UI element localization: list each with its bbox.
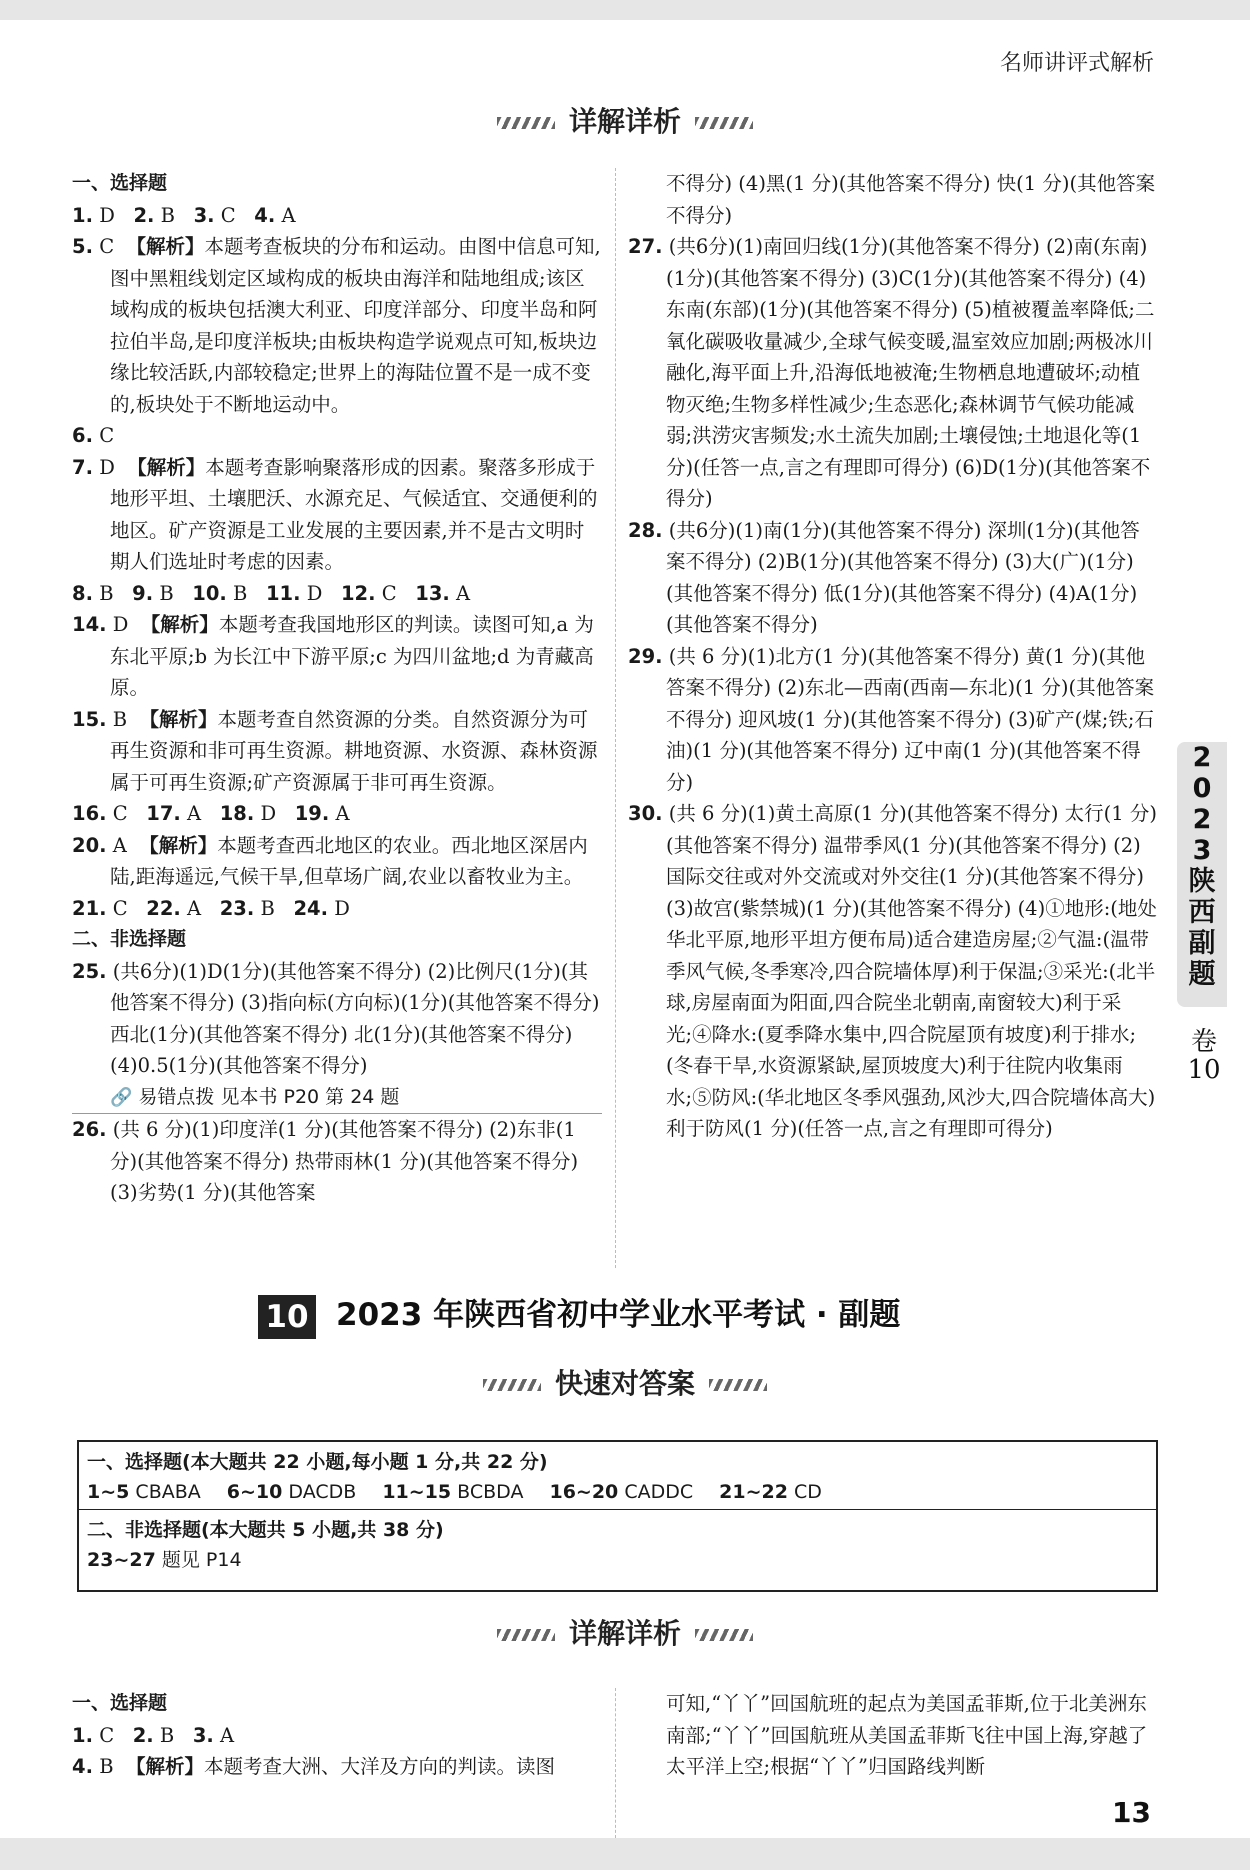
exam-number-badge: 10	[258, 1295, 316, 1339]
column-divider	[615, 1688, 616, 1838]
answer-letter: B	[112, 707, 128, 731]
answer-letter: C	[99, 1723, 115, 1747]
link-icon: 🔗	[110, 1086, 133, 1108]
stripe-decoration	[483, 1379, 541, 1391]
stripe-decoration	[709, 1379, 767, 1391]
analysis-text: (共6分)(1)D(1分)(其他答案不得分) (2)比例尺(1分)(其他答案不得分) (3)指向标(方向标)(1分)(其他答案不得分) 西北(1分)(其他答案不得分) 北(1分)(其他答案不得分) (4)0.5(1分)(其他答案不得分)	[110, 959, 600, 1077]
answer-item	[628, 641, 1158, 799]
choice-answers-row	[79, 1442, 1156, 1510]
answer-letter: B	[99, 1755, 114, 1778]
answer-group	[382, 1481, 523, 1503]
continued-text: 不得分) (4)黑(1 分)(其他答案不得分) 快(1 分)(其他答案不得分)	[666, 172, 1156, 227]
answer-letter: D	[99, 203, 115, 227]
analysis-text: 本题考查板块的分布和运动。由图中信息可知,图中黑粗线划定区域构成的板块由海洋和陆地组成;该区域构成的板块包括澳大利亚、印度洋部分、印度半岛和阿拉伯半岛,是印度洋板块;由板块构造学说观点可知,板块边缘比较活跃,内部较稳定;世界上的海陆位置不是一成不变的,板块处于不断地运动中。	[110, 235, 601, 416]
answer-item	[72, 1751, 602, 1783]
quick-title-text: 快速对答案	[554, 1367, 695, 1400]
side-tab-char: 西	[1188, 897, 1216, 928]
answer-letter: B	[233, 581, 248, 605]
question-number: 16.	[72, 802, 107, 825]
left-column-2	[72, 1688, 602, 1783]
answer-letter: B	[159, 1723, 175, 1747]
nonchoice-range: 23~27	[87, 1549, 156, 1571]
question-number: 26.	[72, 1118, 107, 1141]
question-number: 18.	[219, 802, 255, 825]
side-tab-char: 2	[1192, 742, 1212, 773]
bottom-scan-band	[0, 1838, 1250, 1870]
side-label-char: 卷	[1190, 1027, 1217, 1057]
answer-letter: D	[334, 896, 350, 920]
error-tip-text: 易错点拨 见本书 P20 第 24 题	[138, 1085, 400, 1108]
question-number: 17.	[146, 802, 181, 825]
analysis-text: (共6分)(1)南(1分)(其他答案不得分) 深圳(1分)(其他答案不得分) (2)B(1分)(其他答案不得分) (3)大(广)(1分)(其他答案不得分) 低(1分)(其他答案不得分) (4)A(1分)(其他答案不得分)	[666, 518, 1140, 636]
question-number: 9.	[132, 581, 154, 605]
answer-letter: A	[220, 1723, 235, 1747]
question-number: 4.	[254, 203, 276, 227]
nonchoice-reference	[87, 1545, 1148, 1575]
analysis-tag: 【解析】	[139, 707, 218, 731]
answer-range: 16~20	[549, 1481, 619, 1503]
question-number: 14.	[72, 613, 107, 636]
section-title-quick	[0, 1362, 1250, 1402]
right-column	[628, 168, 1158, 1145]
nonchoice-heading: 二、非选择题(本大题共 5 小题,共 38 分)	[87, 1519, 444, 1541]
side-tab-char: 3	[1192, 835, 1212, 866]
question-number: 3.	[192, 1723, 214, 1747]
answer-line	[72, 893, 602, 925]
answer-letters: BCBDA	[457, 1481, 524, 1503]
answer-range: 11~15	[382, 1481, 452, 1503]
subsection-heading: 一、选择题	[72, 1692, 168, 1714]
question-number: 8.	[72, 581, 93, 605]
analysis-text: 本题考查大洲、大洋及方向的判读。读图	[203, 1755, 555, 1778]
answer-item	[72, 830, 602, 893]
answer-letter: A	[187, 896, 202, 920]
answer-letter: D	[112, 613, 129, 636]
answer-item	[628, 798, 1158, 1145]
answer-item	[628, 515, 1158, 641]
answer-letters: CBABA	[135, 1481, 201, 1503]
side-tab-char: 陕	[1188, 866, 1216, 897]
header-label: 名师讲评式解析	[999, 51, 1154, 76]
analysis-text: (共 6 分)(1)印度洋(1 分)(其他答案不得分) (2)东非(1 分)(其他答案不得分) 热带雨林(1 分)(其他答案不得分) (3)劣势(1 分)(其他答案	[110, 1118, 579, 1204]
question-number: 1.	[72, 1723, 93, 1747]
answer-letters: DACDB	[288, 1481, 357, 1503]
question-number: 25.	[72, 959, 107, 983]
side-tab-2023-shaanxi	[1177, 742, 1227, 1007]
choice-heading: 一、选择题(本大题共 22 小题,每小题 1 分,共 22 分)	[87, 1451, 548, 1473]
quick-answer-box	[77, 1440, 1158, 1592]
analysis-tag: 【解析】	[127, 455, 206, 479]
answer-letter: C	[99, 235, 115, 258]
answer-letter: D	[260, 802, 277, 825]
answer-range: 1~5	[87, 1481, 130, 1503]
answer-line	[72, 798, 602, 830]
analysis-text: (共6分)(1)南回归线(1分)(其他答案不得分) (2)南(东南)(1分)(其他答案不得分) (3)C(1分)(其他答案不得分) (4)东南(东部)(1分)(其他答案不得分) (5)植被覆盖率降低;二氧化碳吸收量减少,全球气候变暖,温室效应加剧;两极冰川融化,海平面上升,沿海低地被淹;生物栖息地遭破坏;动植物灭绝;生物多样性减少;生态恶化;森林调节气候功能减弱;洪涝灾害频发;水土流失加剧;土壤侵蚀;土地退化等(1分)(任答一点,言之有理即可得分) (6)D(1分)(其他答案不得分)	[666, 235, 1155, 510]
answer-letter: C	[99, 424, 115, 447]
side-tab-char: 副	[1188, 928, 1216, 959]
question-number: 19.	[294, 802, 330, 825]
question-number: 15.	[72, 707, 107, 731]
answer-letter: A	[281, 203, 296, 227]
analysis-tag: 【解析】	[140, 613, 219, 636]
answer-item	[72, 609, 602, 704]
choice-answer-groups	[87, 1477, 1148, 1507]
answer-line	[72, 200, 602, 232]
analysis-text: (共 6 分)(1)北方(1 分)(其他答案不得分) 黄(1 分)(其他答案不得分) (2)东北—西南(西南—东北)(1 分)(其他答案不得分) 迎风坡(1 分)(其他答案不得分) (3)矿产(煤;铁;石油)(1 分)(其他答案不得分) 辽中南(1 分)(其他答案不得分)	[666, 644, 1155, 794]
answer-item	[628, 231, 1158, 515]
question-number: 29.	[628, 644, 663, 668]
answer-letter: B	[260, 896, 275, 920]
answer-group	[227, 1481, 357, 1503]
answer-letter: D	[306, 581, 323, 605]
answer-letter: B	[99, 581, 114, 605]
answer-letter: C	[112, 896, 128, 920]
answer-letter: C	[381, 581, 397, 605]
answer-item	[72, 420, 602, 452]
side-label-number: 10	[1187, 1055, 1221, 1085]
question-number: 2.	[133, 203, 155, 227]
answer-letter: B	[159, 581, 174, 605]
question-number: 6.	[72, 424, 93, 447]
analysis-text: 本题考查我国地形区的判读。读图可知,a 为东北平原;b 为长江中下游平原;c 为四川盆地;d 为青藏高原。	[110, 613, 594, 699]
answer-group	[719, 1481, 822, 1503]
stripe-decoration	[497, 117, 555, 129]
answer-range: 6~10	[226, 1481, 283, 1503]
side-tab-char: 2	[1192, 804, 1212, 835]
nonchoice-text: 题见 P14	[161, 1549, 242, 1571]
section-title-text: 详解详析	[568, 1617, 681, 1650]
question-number: 21.	[72, 896, 107, 920]
answer-letters: CD	[793, 1481, 822, 1503]
analysis-tag: 【解析】	[126, 235, 205, 258]
subsection-heading: 二、非选择题	[72, 928, 187, 950]
stripe-decoration	[695, 117, 753, 129]
side-tab-char: 题	[1188, 959, 1216, 990]
answer-letter: A	[456, 581, 471, 605]
subsection-heading: 一、选择题	[72, 172, 168, 194]
question-number: 10.	[192, 581, 227, 605]
question-number: 7.	[72, 455, 93, 479]
question-number: 13.	[415, 581, 450, 605]
analysis-text: 本题考查自然资源的分类。自然资源分为可再生资源和非可再生资源。耕地资源、水资源、森林资源属于可再生资源;矿产资源属于非可再生资源。	[110, 707, 598, 794]
section-title-detailed-2	[0, 1612, 1250, 1652]
question-number: 2.	[132, 1723, 154, 1747]
question-number: 12.	[340, 581, 376, 605]
question-number: 24.	[293, 896, 328, 920]
answer-letters: CADDC	[624, 1481, 694, 1503]
answer-line	[72, 1720, 602, 1752]
analysis-text: 本题考查西北地区的农业。西北地区深居内陆,距海遥远,气候干旱,但草场广阔,农业以畜牧业为主。	[110, 833, 588, 888]
error-tip	[72, 1082, 602, 1115]
analysis-text: (共 6 分)(1)黄土高原(1 分)(其他答案不得分) 太行(1 分)(其他答案不得分) 温带季风(1 分)(其他答案不得分) (2)国际交往或对外交流或对外交往(1 分)(其他答案不得分) (3)故宫(紫禁城)(1 分)(其他答案不得分) (4)①地形:(地处华北平原,地形平坦方便布局)适合建造房屋;②气温:(温带季风气候,冬季寒冷,四合院墙体厚)利于保温;③采光:(北半球,房屋南面为阳面,四合院坐北朝南,南窗较大)利于采光;④降水:(夏季降水集中,四合院屋顶有坡度)利于排水;(冬春干旱,水资源紧缺,屋顶坡度大)利于往院内收集雨水;⑤防风:(华北地区冬季风强劲,风沙大,四合院墙体高大)利于防风(1 分)(任答一点,言之有理即可得分)	[666, 802, 1157, 1140]
section-title-text: 详解详析	[568, 105, 681, 138]
answer-item	[72, 452, 602, 578]
answer-group	[549, 1481, 693, 1503]
question-number: 11.	[265, 581, 301, 605]
question-number: 30.	[628, 802, 663, 825]
answer-item	[72, 231, 602, 420]
answer-group	[87, 1481, 201, 1503]
answer-letter: A	[112, 833, 127, 857]
question-number: 1.	[72, 203, 93, 227]
answer-range: 21~22	[719, 1481, 788, 1503]
nonchoice-row	[79, 1510, 1156, 1575]
question-number: 20.	[72, 833, 107, 857]
question-number: 5.	[72, 235, 93, 258]
stripe-decoration	[695, 1629, 753, 1641]
analysis-tag: 【解析】	[125, 1755, 204, 1778]
left-column	[72, 168, 602, 1209]
page-number: 13	[1112, 1796, 1151, 1829]
column-divider	[615, 168, 616, 1268]
exam-title	[258, 1290, 900, 1340]
top-scan-band	[0, 0, 1250, 20]
exam-title-text: 2023 年陕西省初中学业水平考试 · 副题	[336, 1297, 901, 1333]
stripe-decoration	[497, 1629, 555, 1641]
analysis-tag: 【解析】	[139, 833, 218, 857]
question-number: 4.	[72, 1755, 93, 1778]
answer-letter: A	[335, 802, 350, 825]
section-title-detailed	[0, 100, 1250, 140]
answer-letter: C	[220, 203, 236, 227]
analysis-text: 本题考查影响聚落形成的因素。聚落多形成于地形平坦、土壤肥沃、水源充足、气候适宜、交通便利的地区。矿产资源是工业发展的主要因素,并不是古文明时期人们选址时考虑的因素。	[110, 455, 598, 573]
answer-letter: A	[187, 802, 202, 825]
continued-text: 可知,“丫丫”回国航班的起点为美国孟菲斯,位于北美洲东南部;“丫丫”回国航班从美国孟菲斯飞往中国上海,穿越了太平洋上空;根据“丫丫”归国路线判断	[666, 1692, 1148, 1778]
answer-item	[72, 1114, 602, 1209]
side-label-volume	[1184, 1028, 1224, 1084]
side-tab-char: 0	[1192, 773, 1212, 804]
question-number: 28.	[628, 518, 663, 542]
question-number: 23.	[219, 896, 255, 920]
answer-item	[72, 956, 602, 1082]
question-number: 3.	[193, 203, 215, 227]
answer-line	[72, 578, 602, 610]
question-number: 27.	[628, 235, 663, 258]
answer-item	[72, 704, 602, 799]
right-column-2	[628, 1688, 1158, 1783]
answer-letter: B	[160, 203, 175, 227]
question-number: 22.	[146, 896, 181, 920]
answer-letter: C	[112, 802, 128, 825]
answer-letter: D	[99, 455, 115, 479]
